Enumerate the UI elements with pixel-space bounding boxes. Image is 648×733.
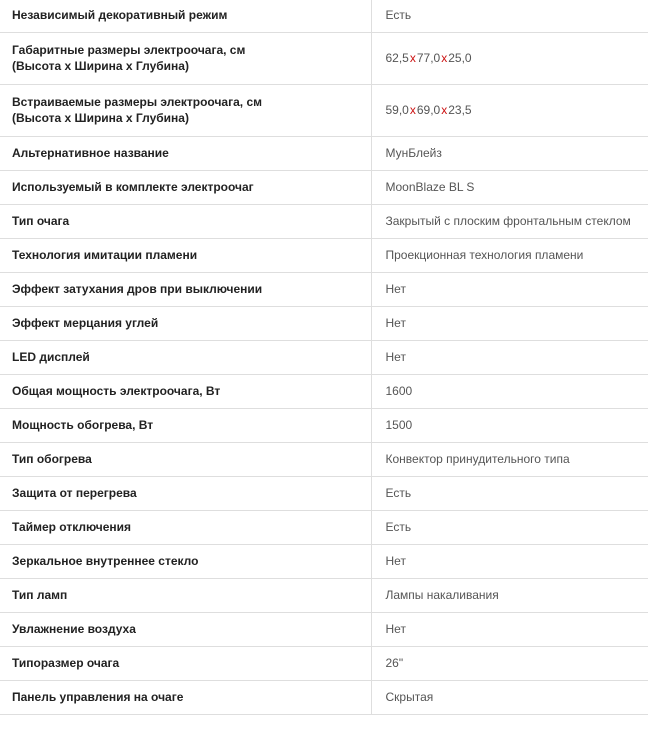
spec-value: Нет — [385, 554, 406, 568]
spec-value-cell — [371, 408, 648, 442]
spec-name-cell — [0, 442, 371, 476]
spec-value: Есть — [385, 7, 412, 22]
spec-value-cell — [371, 238, 648, 272]
spec-name: LED дисплей — [12, 350, 90, 364]
spec-name: Габаритные размеры электроочага, см — [12, 43, 246, 57]
spec-value-cell — [371, 272, 648, 306]
spec-name-subtitle: (Высота х Ширина х Глубина) — [12, 59, 189, 73]
spec-name-cell — [0, 374, 371, 408]
spec-row — [0, 136, 648, 170]
spec-value-cell — [371, 612, 648, 646]
spec-value: Лампы накаливания — [385, 588, 499, 602]
spec-value-cell — [371, 32, 648, 84]
dimension-value: 25,0 — [448, 51, 472, 65]
spec-row — [0, 374, 648, 408]
spec-value-cell — [371, 544, 648, 578]
spec-value: 1600 — [385, 384, 413, 398]
spec-value-cell — [371, 204, 648, 238]
spec-name-cell — [0, 408, 371, 442]
spec-row — [0, 272, 648, 306]
dimension-value: 23,5 — [448, 103, 472, 117]
spec-value-cell — [371, 680, 648, 714]
spec-row — [0, 32, 648, 84]
spec-name: Тип очага — [12, 214, 70, 228]
spec-row — [0, 680, 648, 714]
spec-value: 1500 — [385, 418, 413, 432]
spec-name: Зеркальное внутреннее стекло — [12, 554, 199, 568]
spec-value-cell — [371, 510, 648, 544]
spec-value: Конвектор принудительного типа — [385, 452, 570, 466]
spec-value-cell — [371, 84, 648, 136]
spec-row — [0, 510, 648, 544]
spec-name-subtitle: (Высота х Ширина х Глубина) — [12, 111, 189, 125]
spec-name-cell — [0, 238, 371, 272]
spec-name-cell — [0, 204, 371, 238]
spec-name-cell — [0, 306, 371, 340]
dimension-value: 69,0 — [416, 103, 441, 117]
spec-name: Панель управления на очаге — [12, 690, 184, 704]
spec-name-cell — [0, 612, 371, 646]
dimension-separator: x — [409, 103, 416, 117]
spec-name-cell — [0, 84, 371, 136]
spec-row — [0, 170, 648, 204]
spec-row — [0, 408, 648, 442]
spec-value: Нет — [385, 622, 406, 636]
dimension-separator: x — [409, 51, 416, 65]
spec-name-cell — [0, 510, 371, 544]
spec-value-cell — [371, 442, 648, 476]
spec-value: Закрытый с плоским фронтальным стеклом — [385, 214, 631, 228]
spec-name: Защита от перегрева — [12, 486, 137, 500]
spec-row — [0, 238, 648, 272]
spec-value-cell — [371, 340, 648, 374]
spec-value-cell — [371, 136, 648, 170]
spec-name: Типоразмер очага — [12, 656, 120, 670]
spec-name-cell — [0, 646, 371, 680]
spec-row — [0, 578, 648, 612]
dimension-value: 59,0 — [385, 103, 409, 117]
spec-row — [0, 646, 648, 680]
spec-name-cell — [0, 680, 371, 714]
spec-name: Тип обогрева — [12, 452, 92, 466]
spec-value: Есть — [385, 520, 412, 534]
spec-value-cell — [371, 306, 648, 340]
dimension-separator: x — [441, 103, 448, 117]
spec-value: Есть — [385, 486, 412, 500]
spec-value-cell — [371, 646, 648, 680]
dimension-value: 77,0 — [416, 51, 441, 65]
spec-row — [0, 204, 648, 238]
spec-value-cell — [371, 374, 648, 408]
spec-name: Независимый декоративный режим — [12, 7, 228, 22]
spec-name-cell — [0, 476, 371, 510]
spec-name: Эффект затухания дров при выключении — [12, 282, 263, 296]
spec-name: Тип ламп — [12, 588, 68, 602]
spec-row — [0, 84, 648, 136]
spec-value-cell — [371, 170, 648, 204]
spec-value: Проекционная технология пламени — [385, 248, 584, 262]
spec-row — [0, 0, 648, 32]
spec-value: Скрытая — [385, 690, 434, 704]
spec-row — [0, 612, 648, 646]
spec-name-cell — [0, 272, 371, 306]
spec-value-cell — [371, 578, 648, 612]
spec-name-cell — [0, 340, 371, 374]
spec-value: MoonBlaze BL S — [385, 180, 475, 194]
spec-name: Используемый в комплекте электроочаг — [12, 180, 254, 194]
spec-value: 26" — [385, 656, 404, 670]
spec-name-cell — [0, 170, 371, 204]
spec-value: МунБлейз — [385, 146, 442, 160]
spec-value-cell — [371, 476, 648, 510]
spec-name: Эффект мерцания углей — [12, 316, 159, 330]
spec-row — [0, 544, 648, 578]
spec-name: Альтернативное название — [12, 146, 169, 160]
spec-value-cell — [371, 0, 648, 32]
spec-name: Технология имитации пламени — [12, 248, 198, 262]
spec-row — [0, 442, 648, 476]
spec-name-cell — [0, 136, 371, 170]
spec-name: Общая мощность электроочага, Вт — [12, 384, 221, 398]
spec-name-cell — [0, 578, 371, 612]
spec-value: Нет — [385, 350, 406, 364]
spec-name: Таймер отключения — [12, 520, 132, 534]
spec-row — [0, 476, 648, 510]
spec-value: Нет — [385, 316, 406, 330]
spec-name-cell — [0, 32, 371, 84]
spec-name-cell — [0, 544, 371, 578]
spec-name: Увлажнение воздуха — [12, 622, 136, 636]
spec-value: Нет — [385, 282, 406, 296]
spec-name-cell — [0, 0, 371, 32]
dimension-separator: x — [441, 51, 448, 65]
spec-row — [0, 340, 648, 374]
spec-name: Мощность обогрева, Вт — [12, 418, 154, 432]
spec-name: Встраиваемые размеры электроочага, см — [12, 95, 262, 109]
spec-row — [0, 306, 648, 340]
dimension-value: 62,5 — [385, 51, 409, 65]
